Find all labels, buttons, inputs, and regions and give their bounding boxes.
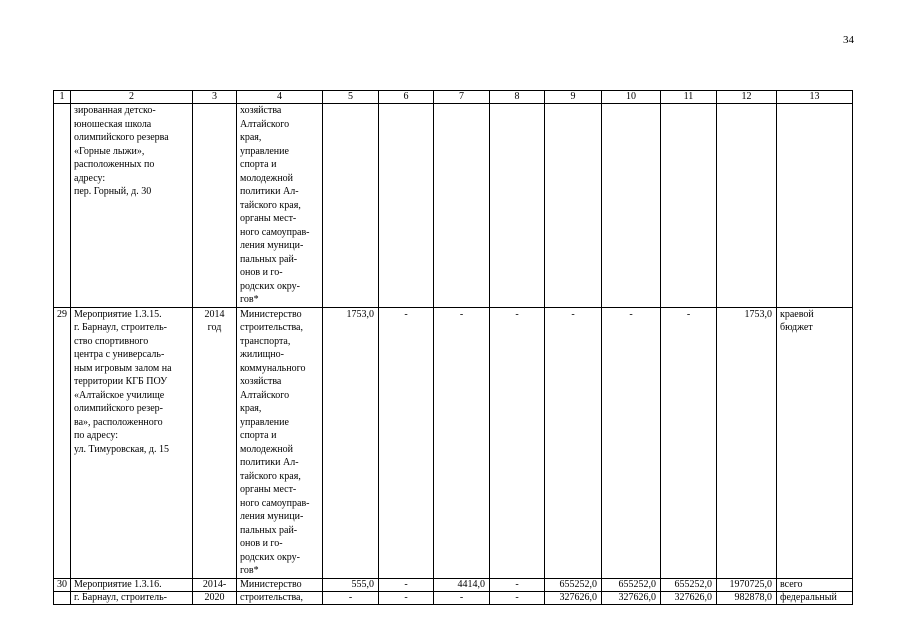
table-row-29	[54, 307, 853, 578]
table-row-30	[54, 578, 853, 591]
value-col12: 982878,0	[717, 591, 777, 604]
event-description: Мероприятие 1.3.16.	[71, 578, 193, 591]
column-numbers-row	[54, 91, 853, 104]
value-col9: 327626,0	[545, 591, 602, 604]
value-col5: 1753,0	[323, 307, 379, 578]
value-col7: 4414,0	[434, 578, 490, 591]
period: 2020	[193, 591, 237, 604]
event-description: Мероприятие 1.3.15. г. Барнаул, строитель- ство спортивного центра с универсаль- ным игровым залом на территории КГБ ПОУ «Алтайское училище олимпийского резер- ва», расположенного по адресу: ул. Тимуровская, д. 15	[71, 307, 193, 578]
value-col7: -	[434, 591, 490, 604]
column-number: 11	[661, 91, 717, 104]
program-table	[53, 90, 853, 605]
value-col5: 555,0	[323, 578, 379, 591]
executor: строительства,	[237, 591, 323, 604]
value-col11: 327626,0	[661, 591, 717, 604]
column-number: 9	[545, 91, 602, 104]
row-number: 29	[54, 307, 71, 578]
column-number: 1	[54, 91, 71, 104]
value-col11: -	[661, 307, 717, 578]
column-number: 3	[193, 91, 237, 104]
table-row-continued	[54, 104, 853, 308]
column-number: 13	[777, 91, 853, 104]
value-col8: -	[490, 307, 545, 578]
column-number: 7	[434, 91, 490, 104]
value-col11: 655252,0	[661, 578, 717, 591]
value-col10: -	[602, 307, 661, 578]
value-col6: -	[379, 307, 434, 578]
value-col10: 327626,0	[602, 591, 661, 604]
column-number: 8	[490, 91, 545, 104]
period: 2014 год	[193, 307, 237, 578]
funding-source: федеральный	[777, 591, 853, 604]
row-number: 30	[54, 578, 71, 591]
table-row-30-federal	[54, 591, 853, 604]
event-description: г. Барнаул, строитель-	[71, 591, 193, 604]
period: 2014-	[193, 578, 237, 591]
executor: Министерство	[237, 578, 323, 591]
value-col7: -	[434, 307, 490, 578]
value-col8: -	[490, 578, 545, 591]
column-number: 10	[602, 91, 661, 104]
column-number: 6	[379, 91, 434, 104]
column-number: 4	[237, 91, 323, 104]
value-col9: 655252,0	[545, 578, 602, 591]
value-col8: -	[490, 591, 545, 604]
funding-source: всего	[777, 578, 853, 591]
column-number: 5	[323, 91, 379, 104]
column-number: 2	[71, 91, 193, 104]
page-number: 34	[843, 34, 854, 46]
executor: Министерство строительства, транспорта, жилищно- коммунального хозяйства Алтайского края, управление спорта и молодежной политики Ал- тайского края, органы мест- ного самоуправ- ления муници- пальных рай- онов и го- родских окру- гов*	[237, 307, 323, 578]
value-col9: -	[545, 307, 602, 578]
funding-source: краевой бюджет	[777, 307, 853, 578]
value-col6: -	[379, 591, 434, 604]
value-col6: -	[379, 578, 434, 591]
column-number: 12	[717, 91, 777, 104]
value-col10: 655252,0	[602, 578, 661, 591]
event-description: зированная детско- юношеская школа олимпийского резерва «Горные лыжи», расположенных по адресу: пер. Горный, д. 30	[71, 104, 193, 308]
value-col12: 1753,0	[717, 307, 777, 578]
executor: хозяйства Алтайского края, управление спорта и молодежной политики Ал- тайского края, органы мест- ного самоуправ- ления муници- пальных рай- онов и го- родских окру- гов*	[237, 104, 323, 308]
value-col12: 1970725,0	[717, 578, 777, 591]
value-col5: -	[323, 591, 379, 604]
